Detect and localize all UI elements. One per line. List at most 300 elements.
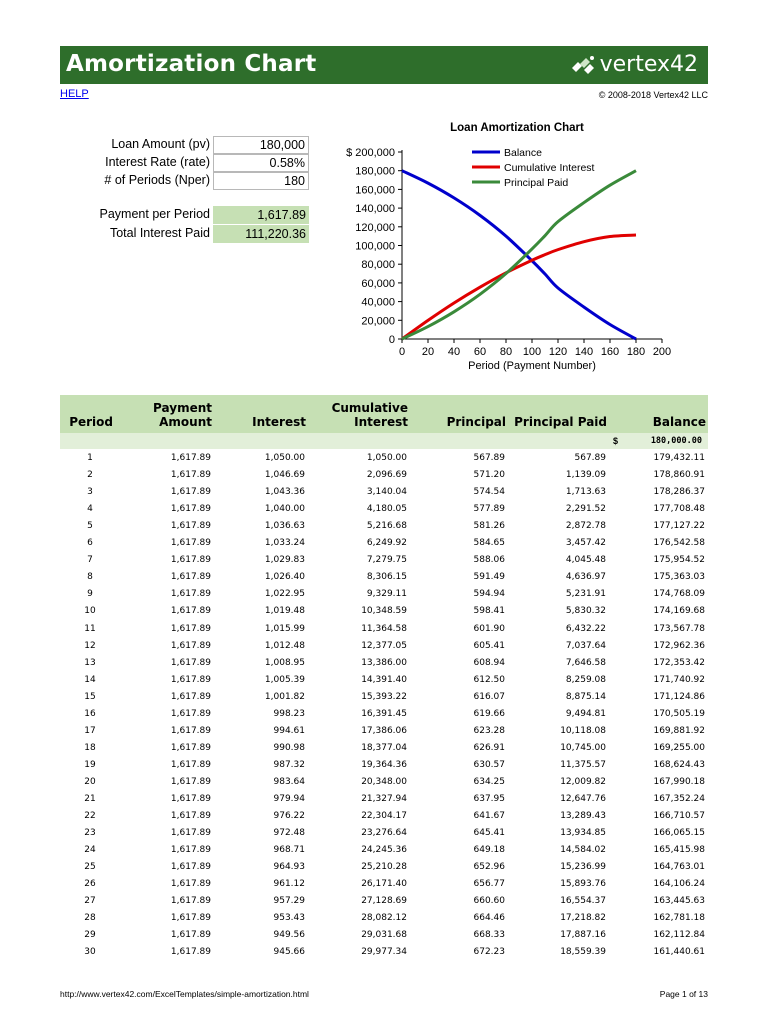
x-tick-label: 80 bbox=[499, 346, 513, 358]
table-row bbox=[60, 536, 708, 553]
cell-principal-paid: 7,037.64 bbox=[565, 640, 606, 651]
payment-label: Payment per Period bbox=[99, 207, 210, 221]
cell-cumulative-interest: 26,171.40 bbox=[361, 879, 407, 890]
cell-interest: 1,001.82 bbox=[264, 691, 305, 702]
interest-rate-row bbox=[60, 154, 310, 172]
cell-period: 14 bbox=[84, 674, 96, 685]
column-header-principal bbox=[447, 415, 506, 429]
column-header-line2: Principal bbox=[446, 415, 506, 429]
table-row bbox=[60, 587, 708, 604]
cell-payment-amount: 1,617.89 bbox=[170, 691, 211, 702]
cell-period: 18 bbox=[84, 742, 96, 753]
cell-principal-paid: 2,872.78 bbox=[565, 521, 606, 532]
cell-principal: 616.07 bbox=[473, 691, 505, 702]
cell-principal: 601.90 bbox=[473, 623, 505, 634]
cell-period: 15 bbox=[84, 691, 96, 702]
cell-principal-paid: 12,009.82 bbox=[560, 776, 606, 787]
cell-cumulative-interest: 3,140.04 bbox=[366, 487, 407, 498]
column-header-payment-amount bbox=[153, 401, 212, 429]
cell-balance: 175,954.52 bbox=[653, 555, 705, 566]
cell-period: 21 bbox=[84, 794, 96, 804]
column-header-period bbox=[69, 415, 113, 429]
cell-principal: 605.41 bbox=[473, 640, 505, 651]
cell-payment-amount: 1,617.89 bbox=[170, 657, 211, 668]
y-tick-label: 160,000 bbox=[355, 184, 395, 197]
cell-period: 10 bbox=[84, 606, 96, 617]
table-row bbox=[60, 775, 708, 792]
column-header-cumulative-interest bbox=[332, 401, 408, 429]
y-tick-label: 140,000 bbox=[355, 203, 395, 216]
cell-principal: 598.41 bbox=[473, 606, 505, 617]
cell-balance: 175,363.03 bbox=[653, 572, 705, 583]
cell-interest: 1,008.95 bbox=[264, 657, 305, 668]
table-row bbox=[60, 485, 708, 502]
cell-principal: 619.66 bbox=[473, 708, 505, 719]
cell-payment-amount: 1,617.89 bbox=[170, 521, 211, 532]
cell-principal-paid: 2,291.52 bbox=[565, 504, 606, 515]
cell-cumulative-interest: 13,386.00 bbox=[361, 657, 407, 668]
x-tick-label: 160 bbox=[600, 346, 620, 358]
cell-cumulative-interest: 7,279.75 bbox=[366, 555, 407, 566]
cell-principal-paid: 567.89 bbox=[574, 453, 606, 463]
cell-payment-amount: 1,617.89 bbox=[170, 470, 211, 481]
cell-period: 9 bbox=[87, 589, 93, 600]
payment-row bbox=[60, 206, 310, 224]
cell-cumulative-interest: 2,096.69 bbox=[366, 470, 407, 481]
cell-payment-amount: 1,617.89 bbox=[170, 623, 211, 634]
cell-principal: 630.57 bbox=[473, 759, 505, 770]
table-row bbox=[60, 860, 708, 877]
cell-interest: 1,019.48 bbox=[264, 606, 305, 617]
cell-period: 25 bbox=[84, 862, 96, 873]
cell-payment-amount: 1,617.89 bbox=[170, 759, 211, 770]
cell-principal-paid: 17,218.82 bbox=[560, 913, 606, 924]
cell-balance: 173,567.78 bbox=[653, 623, 705, 634]
cell-interest: 961.12 bbox=[273, 879, 305, 890]
cell-interest: 983.64 bbox=[273, 776, 305, 787]
table-row bbox=[60, 928, 708, 945]
cell-period: 11 bbox=[84, 623, 96, 634]
cell-principal: 608.94 bbox=[473, 657, 505, 668]
page-number: Page 1 of 13 bbox=[659, 989, 708, 999]
cell-balance: 165,415.98 bbox=[653, 845, 705, 856]
cell-cumulative-interest: 12,377.05 bbox=[361, 640, 407, 651]
cell-payment-amount: 1,617.89 bbox=[170, 742, 211, 753]
cell-principal: 634.25 bbox=[473, 776, 505, 787]
cell-period: 7 bbox=[87, 555, 93, 566]
table-row bbox=[60, 911, 708, 928]
cell-balance: 172,353.42 bbox=[653, 657, 705, 668]
x-tick-label: 140 bbox=[574, 346, 594, 358]
table-row bbox=[60, 792, 708, 809]
cell-payment-amount: 1,617.89 bbox=[170, 572, 211, 583]
cell-period: 4 bbox=[87, 504, 93, 515]
cell-balance: 174,768.09 bbox=[653, 589, 705, 600]
table-row bbox=[60, 502, 708, 519]
cell-balance: 177,708.48 bbox=[653, 504, 705, 515]
cell-cumulative-interest: 5,216.68 bbox=[366, 521, 407, 532]
cell-cumulative-interest: 21,327.94 bbox=[361, 794, 407, 804]
cell-balance: 171,124.86 bbox=[653, 691, 705, 702]
cell-cumulative-interest: 22,304.17 bbox=[361, 811, 407, 822]
column-header-interest bbox=[252, 415, 306, 429]
cell-payment-amount: 1,617.89 bbox=[170, 555, 211, 566]
column-header-balance bbox=[653, 415, 706, 429]
cell-period: 8 bbox=[87, 572, 93, 583]
cell-balance: 176,542.58 bbox=[653, 538, 705, 549]
cell-principal-paid: 9,494.81 bbox=[565, 708, 606, 719]
cell-principal-paid: 3,457.42 bbox=[565, 538, 606, 549]
cell-cumulative-interest: 17,386.06 bbox=[361, 725, 407, 736]
cell-payment-amount: 1,617.89 bbox=[170, 640, 211, 651]
table-row bbox=[60, 673, 708, 690]
cell-payment-amount: 1,617.89 bbox=[170, 845, 211, 856]
cell-principal-paid: 6,432.22 bbox=[565, 623, 606, 634]
cell-cumulative-interest: 4,180.05 bbox=[366, 504, 407, 515]
starting-balance-row bbox=[60, 433, 708, 449]
cell-principal-paid: 12,647.76 bbox=[560, 794, 606, 804]
payment-value: 1,617.89 bbox=[213, 206, 309, 224]
cell-payment-amount: 1,617.89 bbox=[170, 504, 211, 515]
cell-payment-amount: 1,617.89 bbox=[170, 794, 211, 804]
cell-balance: 170,505.19 bbox=[653, 708, 705, 719]
cell-payment-amount: 1,617.89 bbox=[170, 811, 211, 822]
y-tick-label: 180,000 bbox=[355, 165, 395, 178]
cell-principal: 641.67 bbox=[473, 811, 505, 822]
chart-svg bbox=[332, 114, 702, 384]
cell-balance: 172,962.36 bbox=[653, 640, 705, 651]
y-tick-label: 40,000 bbox=[361, 296, 395, 309]
cell-balance: 174,169.68 bbox=[653, 606, 705, 617]
cell-cumulative-interest: 25,210.28 bbox=[361, 862, 407, 873]
cell-period: 3 bbox=[87, 487, 93, 498]
column-header-line2: Principal Paid bbox=[514, 415, 607, 429]
x-tick-label: 40 bbox=[447, 346, 461, 358]
cell-principal: 623.28 bbox=[473, 725, 505, 736]
cell-period: 13 bbox=[84, 657, 96, 668]
column-header-line2: Interest bbox=[354, 415, 408, 429]
cell-payment-amount: 1,617.89 bbox=[170, 708, 211, 719]
cell-payment-amount: 1,617.89 bbox=[170, 606, 211, 617]
y-tick-label: 120,000 bbox=[355, 221, 395, 234]
cell-interest: 1,015.99 bbox=[264, 623, 305, 634]
cell-principal: 660.60 bbox=[473, 896, 505, 907]
table-row bbox=[60, 724, 708, 741]
cell-interest: 1,029.83 bbox=[264, 555, 305, 566]
cell-cumulative-interest: 14,391.40 bbox=[361, 674, 407, 685]
cell-cumulative-interest: 16,391.45 bbox=[361, 708, 407, 719]
column-header-line2: Period bbox=[69, 415, 113, 429]
cell-principal: 574.54 bbox=[473, 487, 505, 498]
cell-payment-amount: 1,617.89 bbox=[170, 776, 211, 787]
cell-period: 28 bbox=[84, 913, 96, 924]
cell-principal-paid: 11,375.57 bbox=[560, 759, 606, 770]
cell-interest: 957.29 bbox=[273, 896, 305, 907]
cell-principal-paid: 4,045.48 bbox=[565, 555, 606, 566]
loan-amount-row bbox=[60, 136, 310, 154]
cell-period: 22 bbox=[84, 811, 96, 822]
cell-period: 19 bbox=[84, 759, 96, 770]
chart-title: Loan Amortization Chart bbox=[450, 122, 584, 134]
footer-url: http://www.vertex42.com/ExcelTemplates/simple-amortization.html bbox=[60, 989, 309, 999]
cell-payment-amount: 1,617.89 bbox=[170, 862, 211, 873]
x-tick-label: 180 bbox=[626, 346, 646, 358]
cell-balance: 167,990.18 bbox=[653, 776, 705, 787]
interest-rate-field[interactable]: 0.58% bbox=[213, 154, 309, 172]
cell-payment-amount: 1,617.89 bbox=[170, 487, 211, 498]
cell-principal: 672.23 bbox=[473, 947, 505, 958]
cell-principal: 588.06 bbox=[473, 555, 505, 566]
cell-principal-paid: 17,887.16 bbox=[560, 930, 606, 941]
column-header-line1: Payment bbox=[153, 401, 212, 415]
cell-period: 26 bbox=[84, 879, 96, 890]
cell-principal: 567.89 bbox=[473, 453, 505, 463]
table-row bbox=[60, 945, 708, 962]
cell-interest: 976.22 bbox=[273, 811, 305, 822]
cell-payment-amount: 1,617.89 bbox=[170, 453, 211, 463]
cell-principal-paid: 15,893.76 bbox=[560, 879, 606, 890]
column-header-line1: Cumulative bbox=[331, 401, 408, 415]
cell-principal-paid: 13,934.85 bbox=[560, 828, 606, 839]
x-tick-label: 0 bbox=[398, 346, 406, 358]
cell-period: 12 bbox=[84, 640, 96, 651]
cell-principal: 637.95 bbox=[473, 794, 505, 804]
cell-payment-amount: 1,617.89 bbox=[170, 930, 211, 941]
cell-period: 20 bbox=[84, 776, 96, 787]
cell-principal-paid: 18,559.39 bbox=[560, 947, 606, 958]
legend-label: Cumulative Interest bbox=[504, 162, 595, 174]
cell-cumulative-interest: 24,245.36 bbox=[361, 845, 407, 856]
periods-field[interactable]: 180 bbox=[213, 172, 309, 190]
cell-balance: 169,255.00 bbox=[653, 742, 705, 753]
total-interest-value: 111,220.36 bbox=[213, 225, 309, 243]
x-tick-label: 20 bbox=[421, 346, 435, 358]
table-row bbox=[60, 553, 708, 570]
x-tick-label: 200 bbox=[652, 346, 672, 358]
cell-period: 6 bbox=[87, 538, 93, 549]
table-row bbox=[60, 656, 708, 673]
table-row bbox=[60, 622, 708, 639]
cell-principal: 668.33 bbox=[473, 930, 505, 941]
cell-payment-amount: 1,617.89 bbox=[170, 913, 211, 924]
y-tick-label: 20,000 bbox=[361, 315, 395, 328]
column-header-line2: Amount bbox=[159, 415, 212, 429]
cell-balance: 164,106.24 bbox=[653, 879, 705, 890]
cell-principal: 649.18 bbox=[473, 845, 505, 856]
x-tick-label: 120 bbox=[548, 346, 568, 358]
cell-balance: 166,710.57 bbox=[653, 811, 705, 822]
cell-balance: 179,432.11 bbox=[653, 453, 705, 463]
cell-interest: 1,033.24 bbox=[264, 538, 305, 549]
cell-principal: 594.94 bbox=[473, 589, 505, 600]
cell-payment-amount: 1,617.89 bbox=[170, 828, 211, 839]
periods-row bbox=[60, 172, 310, 190]
y-tick-label: 80,000 bbox=[361, 259, 395, 272]
cell-payment-amount: 1,617.89 bbox=[170, 674, 211, 685]
cell-interest: 998.23 bbox=[273, 708, 305, 719]
periods-label: # of Periods (Nper) bbox=[104, 173, 210, 187]
x-tick-label: 60 bbox=[473, 346, 487, 358]
table-row bbox=[60, 758, 708, 775]
cell-cumulative-interest: 28,082.12 bbox=[361, 913, 407, 924]
cell-period: 1 bbox=[87, 453, 93, 463]
cell-principal-paid: 1,139.09 bbox=[565, 470, 606, 481]
cell-principal: 652.96 bbox=[473, 862, 505, 873]
cell-balance: 163,445.63 bbox=[653, 896, 705, 907]
column-header-line2: Balance bbox=[652, 415, 706, 429]
cell-principal: 584.65 bbox=[473, 538, 505, 549]
cell-payment-amount: 1,617.89 bbox=[170, 725, 211, 736]
cell-period: 23 bbox=[84, 828, 96, 839]
cell-period: 5 bbox=[87, 521, 93, 532]
table-row bbox=[60, 843, 708, 860]
cell-balance: 178,286.37 bbox=[653, 487, 705, 498]
interest-rate-label: Interest Rate (rate) bbox=[105, 155, 210, 169]
cell-cumulative-interest: 1,050.00 bbox=[366, 453, 407, 463]
cell-principal-paid: 10,118.08 bbox=[560, 725, 606, 736]
cell-balance: 169,881.92 bbox=[653, 725, 705, 736]
cell-principal-paid: 8,875.14 bbox=[565, 691, 606, 702]
cell-payment-amount: 1,617.89 bbox=[170, 896, 211, 907]
cell-principal-paid: 16,554.37 bbox=[560, 896, 606, 907]
vertex42-logo-icon bbox=[570, 54, 596, 76]
brand-name: vertex42 bbox=[599, 52, 698, 77]
cell-cumulative-interest: 8,306.15 bbox=[366, 572, 407, 583]
cell-period: 30 bbox=[84, 947, 96, 958]
y-tick-label: 60,000 bbox=[361, 277, 395, 290]
start-dollar-sign: $ bbox=[613, 436, 619, 446]
table-row bbox=[60, 894, 708, 911]
cell-cumulative-interest: 11,364.58 bbox=[361, 623, 407, 634]
cell-period: 17 bbox=[84, 725, 96, 736]
cell-interest: 979.94 bbox=[273, 794, 305, 804]
cell-interest: 1,022.95 bbox=[264, 589, 305, 600]
cell-period: 27 bbox=[84, 896, 96, 907]
table-row bbox=[60, 809, 708, 826]
cell-balance: 177,127.22 bbox=[653, 521, 705, 532]
cell-balance: 166,065.15 bbox=[653, 828, 705, 839]
page-title: Amortization Chart bbox=[66, 51, 317, 77]
y-tick-label: 0 bbox=[388, 334, 395, 346]
cell-cumulative-interest: 20,348.00 bbox=[361, 776, 407, 787]
cell-interest: 990.98 bbox=[273, 742, 305, 753]
cell-principal: 664.46 bbox=[473, 913, 505, 924]
total-interest-label: Total Interest Paid bbox=[109, 226, 210, 240]
cell-cumulative-interest: 9,329.11 bbox=[366, 589, 407, 600]
cell-interest: 964.93 bbox=[273, 862, 305, 873]
y-tick-label: $ 200,000 bbox=[346, 147, 395, 159]
cell-principal: 626.91 bbox=[473, 742, 505, 753]
cell-interest: 994.61 bbox=[273, 725, 305, 736]
cell-balance: 171,740.92 bbox=[653, 674, 705, 685]
cell-interest: 949.56 bbox=[273, 930, 305, 941]
table-row bbox=[60, 877, 708, 894]
cell-period: 16 bbox=[84, 708, 96, 719]
cell-cumulative-interest: 6,249.92 bbox=[366, 538, 407, 549]
cumulative-interest-line bbox=[402, 235, 636, 339]
cell-principal-paid: 14,584.02 bbox=[560, 845, 606, 856]
cell-cumulative-interest: 29,977.34 bbox=[361, 947, 407, 958]
cell-principal-paid: 5,231.91 bbox=[565, 589, 606, 600]
cell-payment-amount: 1,617.89 bbox=[170, 538, 211, 549]
cell-balance: 164,763.01 bbox=[653, 862, 705, 873]
table-row bbox=[60, 468, 708, 485]
cell-cumulative-interest: 18,377.04 bbox=[361, 742, 407, 753]
cell-principal: 577.89 bbox=[473, 504, 505, 515]
cell-principal-paid: 7,646.58 bbox=[565, 657, 606, 668]
cell-payment-amount: 1,617.89 bbox=[170, 947, 211, 958]
cell-balance: 168,624.43 bbox=[653, 759, 705, 770]
cell-payment-amount: 1,617.89 bbox=[170, 879, 211, 890]
cell-interest: 953.43 bbox=[273, 913, 305, 924]
cell-balance: 162,781.18 bbox=[653, 913, 705, 924]
cell-interest: 1,040.00 bbox=[264, 504, 305, 515]
cell-interest: 1,036.63 bbox=[264, 521, 305, 532]
cell-principal-paid: 1,713.63 bbox=[565, 487, 606, 498]
table-row bbox=[60, 690, 708, 707]
copyright-text: © 2008-2018 Vertex42 LLC bbox=[598, 90, 708, 100]
table-row bbox=[60, 741, 708, 758]
cell-balance: 167,352.24 bbox=[653, 794, 705, 804]
cell-interest: 1,046.69 bbox=[264, 470, 305, 481]
table-row bbox=[60, 451, 708, 468]
cell-principal: 612.50 bbox=[473, 674, 505, 685]
table-row bbox=[60, 639, 708, 656]
cell-interest: 987.32 bbox=[273, 759, 305, 770]
cell-principal-paid: 10,745.00 bbox=[560, 742, 606, 753]
cell-interest: 1,043.36 bbox=[264, 487, 305, 498]
cell-principal-paid: 13,289.43 bbox=[560, 811, 606, 822]
cell-principal: 581.26 bbox=[473, 521, 505, 532]
help-link[interactable]: HELP bbox=[60, 88, 89, 100]
start-balance: 180,000.00 bbox=[650, 436, 702, 446]
cell-cumulative-interest: 10,348.59 bbox=[361, 606, 407, 617]
header-bar bbox=[60, 46, 708, 84]
table-row bbox=[60, 826, 708, 843]
x-axis-label: Period (Payment Number) bbox=[468, 360, 596, 372]
cell-period: 24 bbox=[84, 845, 96, 856]
loan-amount-field[interactable]: 180,000 bbox=[213, 136, 309, 154]
cell-principal: 656.77 bbox=[473, 879, 505, 890]
cell-period: 29 bbox=[84, 930, 96, 941]
cell-principal-paid: 5,830.32 bbox=[565, 606, 606, 617]
total-interest-row bbox=[60, 225, 310, 243]
cell-balance: 178,860.91 bbox=[653, 470, 705, 481]
legend-label: Principal Paid bbox=[504, 177, 569, 189]
table-row bbox=[60, 604, 708, 621]
cell-payment-amount: 1,617.89 bbox=[170, 589, 211, 600]
cell-interest: 972.48 bbox=[273, 828, 305, 839]
amortization-chart bbox=[332, 114, 702, 384]
x-tick-label: 100 bbox=[522, 346, 542, 358]
cell-principal-paid: 8,259.08 bbox=[565, 674, 606, 685]
cell-interest: 1,026.40 bbox=[264, 572, 305, 583]
cell-interest: 1,005.39 bbox=[264, 674, 305, 685]
cell-cumulative-interest: 23,276.64 bbox=[361, 828, 407, 839]
column-header-principal-paid bbox=[514, 415, 607, 429]
table-row bbox=[60, 519, 708, 536]
cell-principal: 571.20 bbox=[473, 470, 505, 481]
legend-label: Balance bbox=[504, 147, 542, 159]
brand-logo bbox=[570, 52, 698, 77]
cell-balance: 161,440.61 bbox=[653, 947, 705, 958]
cell-balance: 162,112.84 bbox=[653, 930, 705, 941]
y-tick-label: 100,000 bbox=[355, 240, 395, 253]
cell-interest: 1,050.00 bbox=[264, 453, 305, 463]
table-row bbox=[60, 570, 708, 587]
loan-amount-label: Loan Amount (pv) bbox=[111, 137, 210, 151]
cell-cumulative-interest: 15,393.22 bbox=[361, 691, 407, 702]
